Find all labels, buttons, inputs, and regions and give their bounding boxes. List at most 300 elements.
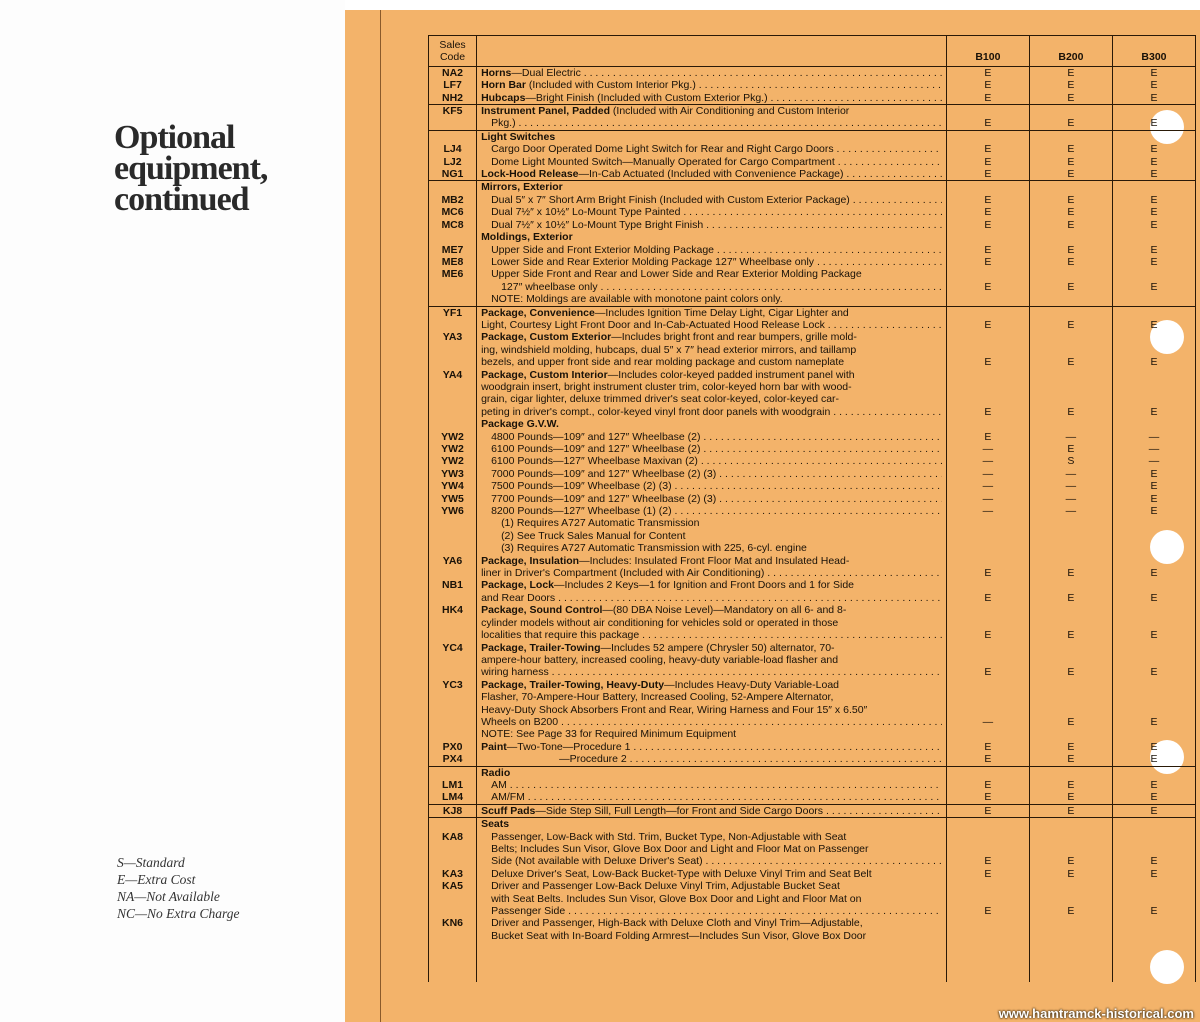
table-row — [429, 143, 1196, 155]
b300-value — [1112, 704, 1195, 716]
item-text: —Includes bright front and rear bumpers, grille mold- — [611, 331, 857, 344]
sales-code: LM4 — [429, 791, 477, 804]
description-cell — [477, 716, 947, 728]
table-row — [429, 431, 1196, 443]
item-text: —Two-Tone—Procedure 1 — [506, 740, 631, 753]
item-title: Instrument Panel, Padded — [481, 105, 611, 118]
b200-value — [1029, 555, 1112, 567]
b100-value: E — [946, 905, 1029, 917]
b300-value — [1112, 381, 1195, 393]
b300-value — [1112, 542, 1195, 554]
description-cell — [477, 480, 947, 492]
description — [481, 592, 942, 604]
description-cell — [477, 542, 947, 554]
sales-code: ME8 — [429, 256, 477, 268]
b100-value — [946, 728, 1029, 740]
b300-value: E — [1112, 629, 1195, 641]
table-row — [429, 893, 1196, 905]
item-text: —Procedure 2 — [559, 753, 627, 766]
description — [481, 818, 942, 830]
item-text: —Includes: Insulated Front Floor Mat and Insulated Head- — [579, 554, 850, 567]
description — [481, 617, 942, 629]
b200-value: E — [1029, 79, 1112, 91]
table-row — [429, 194, 1196, 206]
sales-code: LM1 — [429, 779, 477, 791]
b100-value: E — [946, 629, 1029, 641]
table-row — [429, 168, 1196, 181]
b300-value: E — [1112, 319, 1195, 331]
b100-value: — — [946, 505, 1029, 517]
table-row — [429, 268, 1196, 280]
table-row — [429, 617, 1196, 629]
item-text: NOTE: Moldings are available with monotone paint colors only. — [491, 293, 783, 306]
sales-code — [429, 231, 477, 243]
b100-value — [946, 642, 1029, 654]
description — [481, 480, 942, 492]
b300-value: E — [1112, 868, 1195, 880]
table-row — [429, 530, 1196, 542]
table-row — [429, 804, 1196, 817]
item-text: AM — [491, 778, 507, 791]
sales-code — [429, 691, 477, 703]
b100-value — [946, 231, 1029, 243]
description — [481, 779, 942, 791]
description — [481, 567, 942, 579]
b100-value — [946, 843, 1029, 855]
sales-code — [429, 855, 477, 867]
item-text: —(80 DBA Noise Level)—Mandatory on all 6- and 8- — [602, 604, 847, 617]
watermark: www.hamtramck-historical.com — [998, 1006, 1194, 1021]
item-text: Light, Courtesy Light Front Door and In-Cab-Actuated Hood Release Lock — [481, 318, 825, 331]
b100-value: E — [946, 117, 1029, 130]
description — [481, 219, 942, 231]
b100-value: E — [946, 281, 1029, 293]
b300-value — [1112, 331, 1195, 343]
table-row — [429, 156, 1196, 168]
sales-code: YA6 — [429, 555, 477, 567]
b200-value: E — [1029, 666, 1112, 678]
description — [481, 319, 942, 331]
b300-value: E — [1112, 666, 1195, 678]
b200-value: E — [1029, 219, 1112, 231]
description-cell — [477, 406, 947, 418]
description — [481, 194, 942, 206]
table-row — [429, 480, 1196, 492]
sales-code — [429, 567, 477, 579]
item-title: Package, Lock — [481, 579, 555, 592]
b200-value — [1029, 130, 1112, 143]
b100-value: — — [946, 480, 1029, 492]
sales-code: KJ8 — [429, 804, 477, 817]
description — [481, 105, 942, 117]
description-cell — [477, 579, 947, 591]
b100-value: E — [946, 168, 1029, 181]
b100-value: — — [946, 455, 1029, 467]
description-cell — [477, 455, 947, 467]
description — [481, 307, 942, 319]
item-text: Side (Not available with Deluxe Driver's Seat) — [491, 855, 703, 868]
description — [481, 905, 942, 917]
b100-value — [946, 604, 1029, 616]
item-title: Radio — [481, 766, 511, 779]
sales-code — [429, 766, 477, 779]
item-text: Bucket Seat with In-Board Folding Armrest—Includes Sun Visor, Glove Box Door — [491, 929, 867, 942]
b200-value: E — [1029, 905, 1112, 917]
sales-code: NH2 — [429, 92, 477, 105]
description — [481, 542, 942, 554]
b200-value: E — [1029, 168, 1112, 181]
table-row — [429, 592, 1196, 604]
b300-value: E — [1112, 356, 1195, 368]
b100-value — [946, 831, 1029, 843]
sales-code — [429, 381, 477, 393]
description-cell — [477, 268, 947, 280]
sales-code — [429, 818, 477, 831]
table-row — [429, 344, 1196, 356]
b300-value: E — [1112, 804, 1195, 817]
sales-code: KA5 — [429, 880, 477, 892]
description-cell — [477, 930, 947, 942]
description-cell — [477, 753, 947, 766]
b100-value — [946, 369, 1029, 381]
sales-code — [429, 654, 477, 666]
item-text: AM/FM — [491, 791, 525, 804]
sales-code — [429, 716, 477, 728]
item-title: Package, Convenience — [481, 306, 595, 319]
description — [481, 767, 942, 779]
table-row — [429, 206, 1196, 218]
description — [481, 79, 942, 91]
sales-code — [429, 517, 477, 529]
description-cell — [477, 418, 947, 430]
b100-value: E — [946, 868, 1029, 880]
b200-value — [1029, 542, 1112, 554]
item-title: Mirrors, Exterior — [481, 181, 563, 194]
description-cell — [477, 143, 947, 155]
b100-value: E — [946, 804, 1029, 817]
item-text: —Includes Ignition Time Delay Light, Cigar Lighter and — [594, 306, 849, 319]
item-title: Horns — [481, 66, 512, 79]
sales-code — [429, 542, 477, 554]
b100-value: E — [946, 741, 1029, 753]
sales-code — [429, 629, 477, 641]
b300-value — [1112, 579, 1195, 591]
description-cell — [477, 381, 947, 393]
description — [481, 679, 942, 691]
b300-value — [1112, 231, 1195, 243]
description-cell — [477, 344, 947, 356]
description — [481, 244, 942, 256]
b100-value: E — [946, 79, 1029, 91]
item-text: Upper Side Front and Rear and Lower Side and Rear Exterior Molding Package — [491, 268, 862, 281]
description-cell — [477, 555, 947, 567]
legend-item: S—Standard — [117, 855, 185, 870]
sales-code: NB1 — [429, 579, 477, 591]
description — [481, 293, 942, 305]
table-row — [429, 666, 1196, 678]
item-text: 7500 Pounds—109″ Wheelbase (2) (3) — [491, 480, 672, 493]
b200-value: E — [1029, 206, 1112, 218]
b100-value — [946, 268, 1029, 280]
table-row — [429, 704, 1196, 716]
b300-value: E — [1112, 855, 1195, 867]
b200-value: — — [1029, 468, 1112, 480]
item-text: Belts; Includes Sun Visor, Glove Box Door and Light and Floor Mat on Passenger — [491, 843, 869, 855]
description-cell — [477, 855, 947, 867]
sales-code: YA3 — [429, 331, 477, 343]
b200-value: E — [1029, 319, 1112, 331]
table-row — [429, 555, 1196, 567]
b300-value: E — [1112, 753, 1195, 766]
table-row — [429, 905, 1196, 917]
b100-value — [946, 293, 1029, 306]
b100-value: E — [946, 666, 1029, 678]
item-title: Seats — [481, 818, 510, 831]
sales-code: KN6 — [429, 917, 477, 929]
b100-value: — — [946, 468, 1029, 480]
description — [481, 728, 942, 740]
description-cell — [477, 766, 947, 779]
b100-value — [946, 617, 1029, 629]
item-text: Passenger, Low-Back with Std. Trim, Bucket Type, Non-Adjustable with Seat — [491, 830, 847, 843]
item-text: Dual 7½″ x 10½″ Lo-Mount Type Painted — [491, 206, 681, 219]
sales-code: MC6 — [429, 206, 477, 218]
b200-value — [1029, 344, 1112, 356]
b200-value — [1029, 105, 1112, 118]
description — [481, 868, 942, 880]
table-row — [429, 381, 1196, 393]
b300-value: E — [1112, 194, 1195, 206]
description — [481, 930, 942, 942]
sales-code — [429, 704, 477, 716]
description — [481, 917, 942, 929]
b100-value — [946, 555, 1029, 567]
description-cell — [477, 393, 947, 405]
item-text: (Included with Custom Interior Pkg.) — [526, 79, 696, 92]
item-title: Package G.V.W. — [481, 418, 559, 431]
sales-code — [429, 930, 477, 942]
description-cell — [477, 156, 947, 168]
sales-code — [429, 592, 477, 604]
b300-value: E — [1112, 256, 1195, 268]
b200-value: E — [1029, 117, 1112, 130]
b300-header: B300 — [1112, 36, 1195, 67]
description — [481, 406, 942, 418]
b200-value: E — [1029, 443, 1112, 455]
title-line: equipment, — [114, 150, 268, 187]
table-row — [429, 880, 1196, 892]
b200-value — [1029, 604, 1112, 616]
description-cell — [477, 206, 947, 218]
b300-value: — — [1112, 431, 1195, 443]
table-row — [429, 654, 1196, 666]
b100-value — [946, 880, 1029, 892]
legend — [117, 854, 240, 922]
description — [481, 331, 942, 343]
table-row — [429, 306, 1196, 319]
b200-value — [1029, 704, 1112, 716]
item-text: Flasher, 70-Ampere-Hour Battery, Increased Cooling, 52-Ampere Alternator, — [481, 691, 834, 704]
b300-value — [1112, 617, 1195, 629]
b300-value — [1112, 393, 1195, 405]
description — [481, 691, 942, 703]
description — [481, 493, 942, 505]
table-row — [429, 319, 1196, 331]
item-text: grain, cigar lighter, deluxe trimmed driver's seat color-keyed, color-keyed car- — [481, 393, 840, 406]
sales-code: YW2 — [429, 455, 477, 467]
description — [481, 431, 942, 443]
description-cell — [477, 728, 947, 740]
b200-value — [1029, 818, 1112, 831]
description-cell — [477, 130, 947, 143]
item-text: NOTE: See Page 33 for Required Minimum Equipment — [481, 728, 737, 741]
description — [481, 418, 942, 430]
b300-value: E — [1112, 716, 1195, 728]
b100-value: E — [946, 92, 1029, 105]
description — [481, 344, 942, 356]
sales-code — [429, 293, 477, 306]
item-title: Package, Custom Exterior — [481, 331, 612, 344]
item-title: Horn Bar — [481, 79, 526, 92]
description — [481, 716, 942, 728]
description-cell — [477, 293, 947, 306]
legend-item: NC—No Extra Charge — [117, 906, 240, 921]
description — [481, 92, 942, 104]
b200-header: B200 — [1029, 36, 1112, 67]
description-cell — [477, 194, 947, 206]
b300-value: E — [1112, 66, 1195, 79]
b200-value — [1029, 181, 1112, 194]
b100-value — [946, 654, 1029, 666]
b100-value: — — [946, 493, 1029, 505]
b100-value: E — [946, 779, 1029, 791]
table-row — [429, 917, 1196, 929]
item-text: Upper Side and Front Exterior Molding Package — [491, 243, 715, 256]
table-row — [429, 281, 1196, 293]
item-text: 127″ wheelbase only — [501, 280, 598, 293]
item-text: —Includes color-keyed padded instrument panel with — [607, 368, 855, 381]
description-cell — [477, 493, 947, 505]
b200-value: E — [1029, 804, 1112, 817]
table-row — [429, 443, 1196, 455]
b300-value: E — [1112, 143, 1195, 155]
description-cell — [477, 642, 947, 654]
item-text: —Includes 2 Keys—1 for Ignition and Front Doors and 1 for Side — [554, 579, 855, 592]
sales-code: YC3 — [429, 679, 477, 691]
description — [481, 791, 942, 803]
b300-value — [1112, 930, 1195, 942]
b300-value: E — [1112, 206, 1195, 218]
description — [481, 256, 942, 268]
item-title: Package, Trailer-Towing, Heavy-Duty — [481, 678, 665, 691]
b100-value — [946, 306, 1029, 319]
table-row — [429, 493, 1196, 505]
description — [481, 843, 942, 855]
description — [481, 505, 942, 517]
table-row — [429, 843, 1196, 855]
item-text: —Side Step Sill, Full Length—for Front and Side Cargo Doors — [535, 804, 824, 817]
sales-code: NG1 — [429, 168, 477, 181]
b200-value: E — [1029, 356, 1112, 368]
b300-value: E — [1112, 244, 1195, 256]
table-row — [429, 868, 1196, 880]
table-row — [429, 92, 1196, 105]
sales-code: ME6 — [429, 268, 477, 280]
table-row — [429, 130, 1196, 143]
item-text: cylinder models without air conditioning for vehicles sold or operated in those — [481, 616, 839, 629]
description-cell — [477, 831, 947, 843]
b200-value: E — [1029, 868, 1112, 880]
b300-value — [1112, 766, 1195, 779]
sales-code — [429, 117, 477, 130]
description-cell — [477, 617, 947, 629]
table-header — [429, 36, 1196, 67]
item-text: ing, windshield molding, hubcaps, dual 5″ x 7″ head exterior mirrors, and taillamp — [481, 343, 857, 356]
b300-value: E — [1112, 741, 1195, 753]
b300-value: E — [1112, 117, 1195, 130]
table-row — [429, 779, 1196, 791]
item-text: (1) Requires A727 Automatic Transmission — [501, 517, 700, 530]
sales-code: MB2 — [429, 194, 477, 206]
table-row — [429, 356, 1196, 368]
sales-code — [429, 130, 477, 143]
b300-value: E — [1112, 505, 1195, 517]
item-text: woodgrain insert, bright instrument cluster trim, color-keyed horn bar with wood- — [481, 380, 852, 393]
description — [481, 67, 942, 79]
item-text: and Rear Doors — [481, 591, 556, 604]
b300-value — [1112, 344, 1195, 356]
b100-value: E — [946, 66, 1029, 79]
sales-code — [429, 393, 477, 405]
b200-value: E — [1029, 244, 1112, 256]
description — [481, 530, 942, 542]
description — [481, 741, 942, 753]
b200-value: E — [1029, 143, 1112, 155]
item-text: 8200 Pounds—127″ Wheelbase (1) (2) — [491, 505, 672, 518]
b300-value: — — [1112, 443, 1195, 455]
description-cell — [477, 356, 947, 368]
b300-value — [1112, 917, 1195, 929]
b200-value: E — [1029, 567, 1112, 579]
b100-value: E — [946, 219, 1029, 231]
b100-value — [946, 517, 1029, 529]
table-row — [429, 766, 1196, 779]
item-text: Passenger Side — [491, 905, 566, 918]
description-cell — [477, 567, 947, 579]
b300-value — [1112, 105, 1195, 118]
description — [481, 805, 942, 817]
title-line: Optional — [114, 119, 235, 156]
sales-code: NA2 — [429, 66, 477, 79]
table-row — [429, 293, 1196, 306]
item-text: —Bright Finish (Included with Custom Exterior Pkg.) — [525, 91, 768, 104]
b300-value: E — [1112, 905, 1195, 917]
b200-value: E — [1029, 92, 1112, 105]
sales-code: LF7 — [429, 79, 477, 91]
description — [481, 666, 942, 678]
b300-value — [1112, 268, 1195, 280]
description-cell — [477, 517, 947, 529]
b300-value — [1112, 418, 1195, 430]
b100-header: B100 — [946, 36, 1029, 67]
legend-item: E—Extra Cost — [117, 872, 196, 887]
description — [481, 393, 942, 405]
description — [481, 156, 942, 168]
b200-value: E — [1029, 716, 1112, 728]
sales-code: YW4 — [429, 480, 477, 492]
description-cell — [477, 231, 947, 243]
sales-code: LJ4 — [429, 143, 477, 155]
